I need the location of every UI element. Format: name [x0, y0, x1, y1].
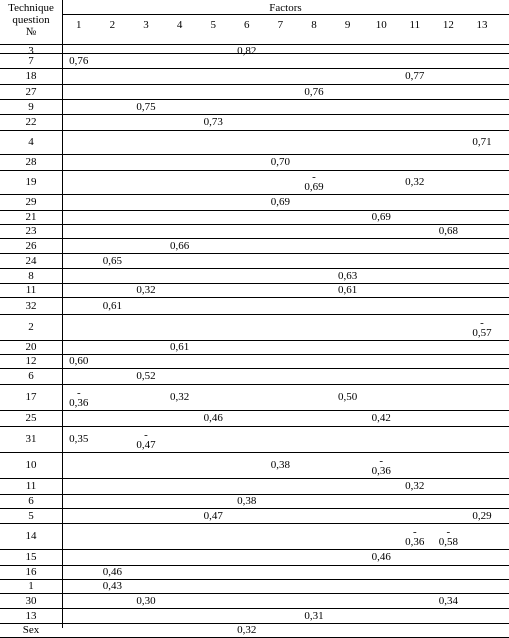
factor-loading-value: 0,47 [203, 509, 223, 522]
question-number: 11 [25, 480, 37, 492]
header-bottom-rule [0, 44, 509, 45]
factor-loading-value: 0,69 [371, 211, 391, 223]
question-number: 2 [28, 321, 34, 333]
table-row [0, 211, 509, 225]
factor-loading-value: 0,61 [169, 341, 190, 353]
factor-loading-value: 0,38 [270, 459, 291, 471]
factors-header: Factors [269, 2, 302, 14]
factor-loading-value: 0,76 [304, 85, 324, 98]
factor-loading-value: - 0,47 [129, 439, 163, 452]
table-row [0, 524, 509, 550]
table-row [0, 369, 509, 385]
question-number: 9 [28, 100, 34, 113]
question-number: 32 [25, 299, 37, 312]
table-row [0, 509, 509, 524]
question-number: 24 [25, 254, 37, 267]
question-number: 10 [25, 459, 37, 471]
table-row [0, 85, 509, 100]
factor-number-12: 12 [442, 19, 454, 31]
factor-loading-value: 0,32 [405, 480, 425, 492]
factor-loading-value: 0,52 [136, 370, 156, 382]
question-number: 5 [28, 509, 34, 522]
factor-loading-value: 0,76 [69, 54, 89, 67]
table-row [0, 580, 509, 594]
factor-number-6: 6 [244, 19, 250, 31]
question-number: 6 [28, 495, 34, 507]
table-row [0, 155, 509, 171]
question-number: 28 [25, 156, 37, 168]
factor-loading-value: 0,29 [472, 509, 492, 522]
question-number: 20 [25, 341, 37, 353]
question-number: 3 [28, 45, 34, 57]
table-row [0, 495, 509, 509]
table-row [0, 54, 509, 69]
table-row [0, 624, 509, 638]
factor-number-7: 7 [277, 19, 284, 31]
factor-loading-value: 0,32 [237, 624, 257, 636]
question-number: 18 [25, 70, 37, 82]
factors-header-underline [62, 14, 509, 15]
table-row [0, 566, 509, 580]
factor-loading-value: 0,32 [169, 391, 190, 403]
factor-loading-value: 0,46 [371, 551, 391, 563]
table-row [0, 355, 509, 369]
factor-loading-value: 0,35 [69, 433, 89, 445]
factor-loading-value: 0,38 [237, 495, 257, 507]
table-row [0, 254, 509, 269]
table-row [0, 385, 509, 411]
question-number: 12 [25, 355, 37, 367]
factor-loading-value: 0,43 [102, 580, 123, 592]
column-divider [62, 0, 63, 628]
factor-loading-value: 0,61 [337, 284, 358, 296]
table-row [0, 298, 509, 315]
factor-loading-value: 0,73 [203, 116, 223, 128]
question-number: 15 [25, 551, 37, 563]
table-row [0, 239, 509, 254]
table-row [0, 411, 509, 427]
factor-number-10: 10 [375, 19, 387, 31]
factor-loading-value: - 0,36 [62, 397, 96, 410]
table-row [0, 341, 509, 355]
table-row [0, 69, 509, 85]
factor-loading-value: - 0,36 [398, 536, 432, 549]
question-number: 25 [25, 412, 37, 424]
factor-number-4: 4 [176, 19, 183, 31]
table-row [0, 453, 509, 479]
factor-number-9: 9 [344, 19, 351, 31]
question-number: 8 [28, 269, 34, 282]
factor-loading-value: 0,32 [405, 176, 425, 188]
factor-loading-value: 0,66 [169, 239, 190, 252]
factor-loading-value: 0,61 [102, 299, 123, 312]
question-number: 23 [25, 225, 37, 237]
table-row [0, 427, 509, 453]
table-row [0, 550, 509, 566]
question-number: 19 [25, 176, 37, 188]
factor-loading-value: 0,60 [69, 355, 89, 367]
question-number: 16 [25, 566, 37, 578]
factor-loading-value: 0,65 [102, 254, 123, 267]
question-number: 26 [25, 239, 37, 252]
factor-loading-value: 0,50 [337, 391, 358, 403]
factor-number-13: 13 [476, 19, 488, 31]
factor-loading-value: 0,32 [136, 284, 156, 296]
factor-loading-value: 0,42 [371, 412, 391, 424]
question-number: 22 [25, 116, 37, 128]
question-number: 4 [28, 136, 34, 148]
factor-number-5: 5 [210, 19, 216, 31]
factor-loading-value: 0,30 [136, 594, 156, 607]
factor-number-3: 3 [143, 19, 149, 31]
factor-number-1: 1 [76, 19, 82, 31]
question-number: 7 [28, 54, 34, 67]
factor-number-2: 2 [109, 19, 116, 31]
question-number: 30 [25, 594, 37, 607]
question-number: 29 [25, 196, 37, 208]
factor-loading-value: - 0,36 [364, 465, 398, 478]
table-row [0, 100, 509, 115]
factor-loading-value: 0,77 [405, 70, 425, 82]
factor-number-11: 11 [409, 19, 421, 31]
table-row [0, 269, 509, 284]
table-row [0, 115, 509, 131]
factor-loading-value: 0,46 [203, 412, 223, 424]
table-row [0, 594, 509, 609]
factor-loading-value: 0,70 [270, 156, 291, 168]
question-number: 1 [28, 580, 34, 592]
question-number: Sex [22, 624, 40, 636]
factor-loading-value: 0,69 [270, 196, 291, 208]
table-row [0, 479, 509, 495]
table-row [0, 131, 509, 155]
table-row [0, 315, 509, 341]
table-row [0, 45, 509, 57]
question-number: 13 [25, 609, 37, 622]
table-row [0, 284, 509, 298]
question-number: 17 [25, 391, 37, 403]
factor-loading-value: 0,82 [237, 45, 257, 57]
factor-loading-value: 0,46 [102, 566, 123, 578]
technique-question-header: Technique question № [8, 2, 54, 38]
question-number: 14 [25, 530, 37, 542]
factor-loading-value: 0,75 [136, 100, 156, 113]
factor-loading-value: 0,63 [337, 269, 358, 282]
factor-loading-value: - 0,57 [465, 327, 499, 340]
table-row [0, 609, 509, 624]
factor-number-8: 8 [311, 19, 317, 31]
table-row [0, 225, 509, 239]
question-number: 31 [25, 433, 37, 445]
factor-loading-value: 0,68 [438, 225, 459, 237]
factor-loading-value: - 0,58 [432, 536, 466, 549]
factor-loading-value: 0,34 [438, 594, 459, 607]
factor-loading-value: 0,31 [304, 609, 324, 622]
question-number: 6 [28, 370, 34, 382]
table-row [0, 195, 509, 211]
table-row [0, 171, 509, 195]
question-number: 21 [25, 211, 37, 223]
factor-loading-value: - 0,69 [297, 181, 331, 194]
question-number: 11 [25, 284, 37, 296]
factor-loading-value: 0,71 [472, 136, 492, 148]
question-number: 27 [25, 85, 37, 98]
